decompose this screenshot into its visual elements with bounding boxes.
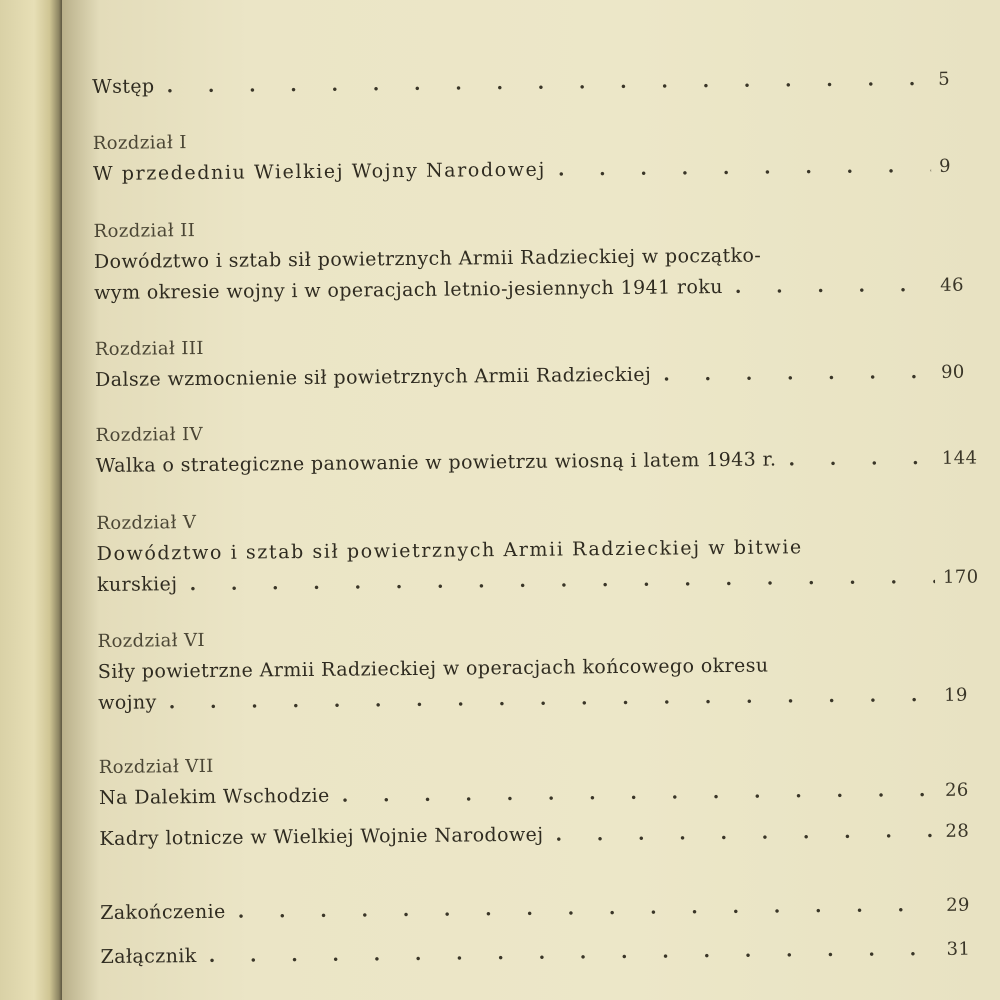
- chapter-label: Rozdział II: [93, 220, 196, 242]
- page-number: 90: [940, 361, 965, 383]
- book-gutter: [0, 0, 62, 1000]
- entry-title: Na Dalekim Wschodzie: [98, 784, 330, 809]
- leader-dots: [546, 151, 931, 186]
- entry-title: Kadry lotnicze w Wielkiej Wojnie Narodowej: [99, 823, 544, 850]
- page-number: 19: [944, 684, 968, 706]
- entry-title-line-2: kurskiej: [96, 573, 178, 596]
- chapter-label: Rozdział V: [96, 512, 197, 534]
- entry-title-line-1: Dowództwo i sztab sił powietrznych Armii Radzieckiej w początko-: [93, 244, 762, 273]
- entry-title: W przededniu Wielkiej Wojny Narodowej: [92, 158, 547, 185]
- page-number: 28: [945, 820, 970, 842]
- table-of-contents: [92, 53, 1000, 968]
- leader-dots: [226, 890, 939, 928]
- entry-title-line-2: wym okresie wojny i w operacjach letnio-jesiennych 1941 roku: [94, 275, 723, 304]
- entry-title-line-2: wojny: [98, 691, 157, 714]
- table-of-contents-page: [62, 0, 1000, 1000]
- page-number: 170: [942, 566, 979, 588]
- toc-entry-conclusion: [100, 889, 1000, 929]
- entry-title: Walka o strategiczne panowanie w powietrzu wiosną i latem 1943 r.: [95, 448, 777, 477]
- toc-entry-aviation-personnel: [99, 815, 1000, 855]
- entry-title: Załącznik: [100, 945, 197, 968]
- page-number: 31: [946, 938, 971, 960]
- toc-entry-chapter-6: [97, 617, 1000, 719]
- leader-dots: [157, 680, 937, 718]
- page-number: 26: [944, 779, 969, 801]
- leader-dots: [543, 816, 937, 851]
- leader-dots: [776, 443, 934, 476]
- page-number: 29: [946, 894, 970, 916]
- leader-dots: [330, 775, 938, 812]
- page-number: 9: [938, 155, 952, 177]
- entry-title: Wstęp: [92, 75, 155, 98]
- entry-title-line-1: Siły powietrzne Armii Radzieckiej w operacjach końcowego okresu: [97, 654, 769, 683]
- entry-title-line-1: Dowództwo i sztab sił powietrznych Armii Radzieckiej w bitwie: [96, 536, 803, 565]
- leader-dots: [723, 270, 933, 303]
- chapter-label: Rozdział IV: [95, 423, 204, 446]
- toc-entry-chapter-4: [95, 411, 1000, 482]
- toc-entry-chapter-2: [93, 207, 1000, 309]
- page-number: 5: [938, 68, 951, 90]
- toc-entry-chapter-7: [99, 743, 1000, 814]
- chapter-label: Rozdział VI: [97, 629, 206, 652]
- leader-dots: [177, 562, 935, 600]
- page-number: 46: [940, 274, 965, 296]
- toc-entry-chapter-3: [95, 325, 1000, 396]
- leader-dots: [154, 64, 930, 102]
- chapter-label: Rozdział I: [92, 132, 187, 154]
- toc-entry-chapter-5: [96, 499, 1000, 601]
- page-number: 144: [941, 447, 978, 469]
- entry-title: Dalsze wzmocnienie sił powietrznych Armii Radzieckiej: [94, 363, 652, 391]
- toc-entry-introduction: [92, 63, 1000, 103]
- toc-entry-chapter-1: [93, 119, 1000, 190]
- toc-entry-appendix: [100, 933, 1000, 973]
- leader-dots: [197, 934, 939, 972]
- entry-title: Zakończenie: [100, 900, 226, 924]
- chapter-label: Rozdział VII: [98, 755, 214, 778]
- chapter-label: Rozdział III: [94, 337, 204, 360]
- leader-dots: [651, 357, 933, 391]
